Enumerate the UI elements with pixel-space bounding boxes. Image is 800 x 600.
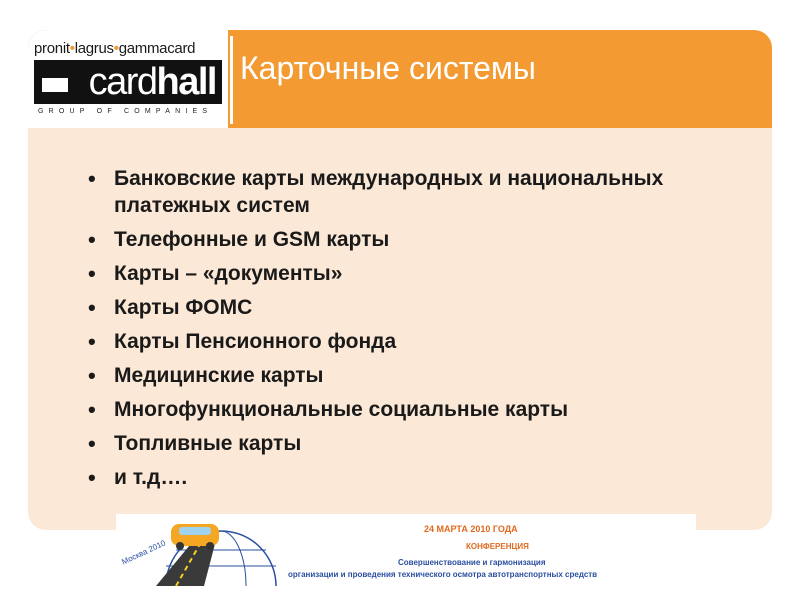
company-logo <box>28 30 228 128</box>
slide <box>28 30 772 530</box>
banner-script-text: Москва 2010 <box>120 538 168 567</box>
logo-card-mark <box>34 60 222 104</box>
bullet-item: • Топливные карты <box>88 430 768 457</box>
bullet-item: • Многофункциональные социальные карты <box>88 396 768 423</box>
conference-date: 24 МАРТА 2010 ГОДА <box>424 524 518 534</box>
bullet-item: • Карты ФОМС <box>88 294 768 321</box>
card-chip-icon <box>42 78 68 92</box>
logo-subtitle: GROUP OF COMPANIES <box>38 108 213 115</box>
conference-topic-line-1: Совершенствование и гармонизация <box>398 558 546 567</box>
bullet-item: • Банковские карты международных и национальных платежных систем <box>88 165 768 219</box>
bullet-list <box>88 165 768 498</box>
conference-topic-line-2: организации и проведения технического осмотра автотранспортных средств <box>288 570 598 579</box>
logo-wordmark: cardhall <box>88 61 216 103</box>
conference-label: КОНФЕРЕНЦИЯ <box>466 542 529 551</box>
logo-brand-3: gammacard <box>118 40 196 57</box>
bullet-item: • Карты Пенсионного фонда <box>88 328 768 355</box>
header-divider <box>230 36 233 124</box>
logo-brand-1: pronit <box>34 40 70 57</box>
slide-header <box>28 30 772 128</box>
logo-brand-2: lagrus <box>74 40 114 57</box>
bullet-item: • Медицинские карты <box>88 362 768 389</box>
conference-banner <box>116 514 696 586</box>
logo-brands: pronit•lagrus•gammacard <box>34 40 196 57</box>
bullet-item: • Карты – «документы» <box>88 260 768 287</box>
slide-title: Карточные системы <box>240 50 536 86</box>
bullet-item: • Телефонные и GSM карты <box>88 226 768 253</box>
bullet-item: • и т.д…. <box>88 464 768 491</box>
